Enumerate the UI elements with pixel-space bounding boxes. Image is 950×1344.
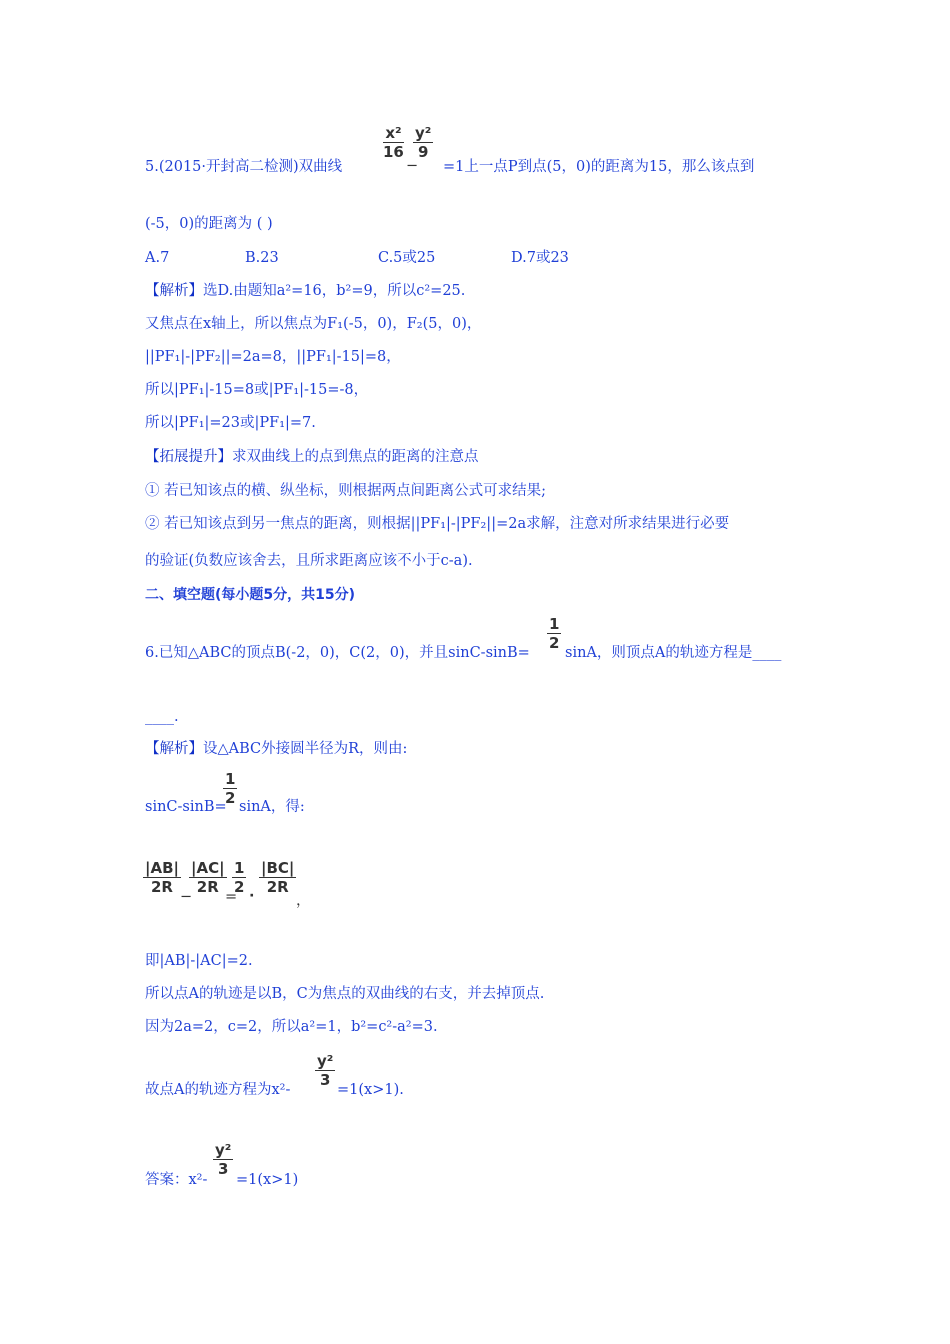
q6-line-a: 即|AB|-|AC|=2.: [145, 953, 253, 969]
fraction-numerator: y²: [215, 1141, 232, 1159]
fraction-numerator: |BC|: [261, 859, 295, 877]
fraction-denominator: 2R: [151, 878, 173, 896]
q6-line-d-suffix: =1(x>1).: [337, 1082, 404, 1098]
fraction-numerator: y²: [317, 1052, 334, 1070]
q5-analysis-line-1: [145, 282, 465, 300]
option-b: B.23: [245, 250, 279, 266]
eq1-suffix: sinA，得:: [239, 799, 305, 815]
fraction-one-half: [547, 615, 561, 652]
q6-stem: 6.已知△ABC的顶点B(-2，0)，C(2，0)，并且sinC-sinB=: [145, 645, 530, 661]
q5-analysis-line-2: 又焦点在x轴上，所以焦点为F₁(-5，0)，F₂(5，0)，: [145, 316, 482, 332]
fraction-numerator: 1: [234, 859, 245, 877]
fraction-numerator: 1: [549, 615, 560, 633]
fraction-x2-over-16: [383, 124, 404, 161]
fraction-denominator: 2R: [196, 878, 219, 896]
multiply-dot: ·: [249, 888, 255, 904]
option-a: A.7: [145, 250, 170, 266]
q6-stem-suffix: sinA，则顶点A的轨迹方程是____: [565, 645, 782, 661]
answer-suffix: =1(x>1): [236, 1172, 299, 1188]
fraction-y2-over-3: [213, 1141, 233, 1178]
q6-blank-line2: ____.: [145, 709, 179, 725]
fraction-denominator: 2: [234, 878, 245, 896]
q5-stem-suffix: =1上一点P到点(5，0)的距离为15，那么该点到: [443, 159, 755, 175]
fraction-denominator: 3: [217, 1160, 229, 1178]
fraction-y2-over-3: [315, 1052, 335, 1089]
analysis-text: 设△ABC外接圆半径为R，则由:: [203, 741, 408, 757]
answer-prefix: 答案：x²-: [145, 1172, 208, 1188]
q5-stem-prefix: 5.(2015·开封高二检测)双曲线: [145, 159, 343, 175]
fraction-numerator: x²: [383, 124, 404, 143]
fraction-numerator: |AB|: [145, 859, 179, 877]
fraction-denominator: 9: [417, 143, 429, 161]
q6-line-d-prefix: 故点A的轨迹方程为x²-: [145, 1082, 291, 1098]
fraction-denominator: 2R: [266, 878, 289, 896]
q5-stem-line2: (-5，0)的距离为 ( ): [145, 216, 273, 232]
comma: ，: [296, 893, 311, 909]
analysis-tag: 【解析】: [145, 741, 203, 757]
minus-sign: −: [180, 889, 193, 905]
q5-analysis-line-3: ||PF₁|-|PF₂||=2a=8，||PF₁|-15|=8，: [145, 349, 401, 365]
fraction-y2-over-9: [413, 124, 433, 161]
minus-sign: −: [406, 158, 419, 174]
fraction-one-half: [232, 859, 246, 896]
extend-title: 求双曲线上的点到焦点的距离的注意点: [232, 449, 479, 465]
equals-sign: =: [225, 889, 238, 905]
fraction-bc-over-2r: [259, 859, 296, 896]
analysis-text: 选D.由题知a²=16，b²=9，所以c²=25.: [203, 283, 466, 299]
fraction-denominator: 2: [225, 789, 236, 807]
extend-line-3: 的验证(负数应该舍去，且所求距离应该不小于c-a).: [145, 553, 473, 569]
q6-analysis-line-1: [145, 740, 407, 758]
extend-heading: [145, 448, 479, 466]
option-d: D.7或23: [511, 250, 569, 266]
fraction-ac-over-2r: [189, 859, 227, 896]
analysis-tag: 【解析】: [145, 283, 203, 299]
extend-tag: 【拓展提升】: [145, 449, 232, 465]
fraction-ab-over-2r: [143, 859, 181, 896]
eq1-prefix: sinC-sinB=: [145, 799, 227, 815]
q5-analysis-line-4: 所以|PF₁|-15=8或|PF₁|-15=-8，: [145, 382, 369, 398]
fraction-numerator: 1: [225, 770, 236, 788]
option-c: C.5或25: [378, 250, 436, 266]
q6-line-c: 因为2a=2，c=2，所以a²=1，b²=c²-a²=3.: [145, 1019, 438, 1035]
extend-line-2: ② 若已知该点到另一焦点的距离，则根据||PF₁|-|PF₂||=2a求解，注意对所求结果进行必要: [145, 516, 730, 532]
fraction-denominator: 16: [383, 143, 404, 161]
section-title: 二、填空题(每小题5分，共15分): [145, 587, 356, 603]
fraction-denominator: 3: [319, 1071, 331, 1089]
fraction-denominator: 2: [549, 634, 560, 652]
extend-line-1: ① 若已知该点的横、纵坐标，则根据两点间距离公式可求结果;: [145, 483, 546, 499]
q6-line-b: 所以点A的轨迹是以B，C为焦点的双曲线的右支，并去掉顶点.: [145, 986, 545, 1002]
fraction-numerator: y²: [415, 124, 432, 142]
q5-analysis-line-5: 所以|PF₁|=23或|PF₁|=7.: [145, 415, 316, 431]
fraction-numerator: |AC|: [191, 859, 225, 877]
